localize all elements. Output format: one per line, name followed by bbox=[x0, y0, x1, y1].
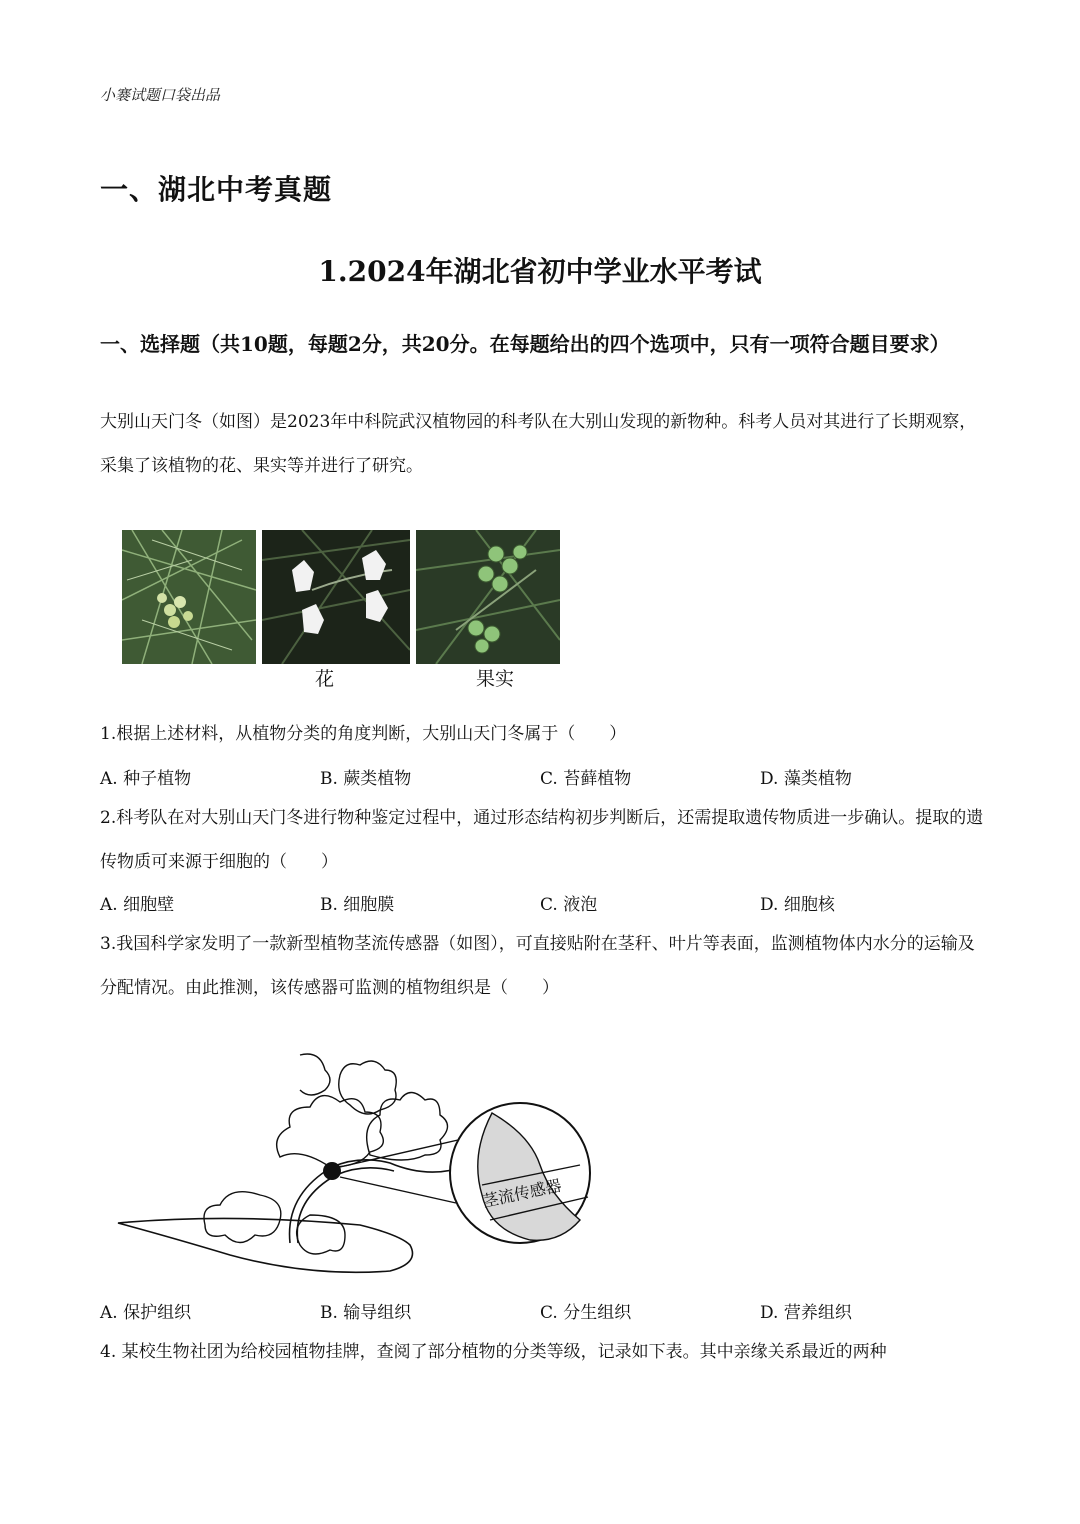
option-b[interactable]: B. 细胞膜 bbox=[320, 895, 395, 915]
option-d[interactable]: D. 藻类植物 bbox=[760, 769, 852, 789]
option-b[interactable]: B. 蕨类植物 bbox=[320, 769, 412, 789]
option-d[interactable]: D. 细胞核 bbox=[760, 895, 835, 915]
option-c[interactable]: C. 分生组织 bbox=[540, 1303, 632, 1323]
question-1-stem: 1.根据上述材料，从植物分类的角度判断，大别山天门冬属于（ ） bbox=[100, 724, 627, 744]
plant-photos bbox=[122, 530, 560, 664]
option-a[interactable]: A. 保护组织 bbox=[100, 1303, 192, 1323]
option-b[interactable]: B. 输导组织 bbox=[320, 1303, 412, 1323]
option-a[interactable]: A. 细胞壁 bbox=[100, 895, 175, 915]
exam-title: 1.2024年湖北省初中学业水平考试 bbox=[318, 255, 762, 288]
sensor-diagram bbox=[110, 1045, 630, 1280]
flower-label: 花 bbox=[315, 668, 335, 690]
plant-photo-fruit bbox=[416, 530, 560, 664]
plant-photo-whole bbox=[122, 530, 256, 664]
section-title: 一、湖北中考真题 bbox=[100, 173, 333, 206]
option-a[interactable]: A. 种子植物 bbox=[100, 769, 192, 789]
intro-paragraph: 大别山天门冬（如图）是2023年中科院武汉植物园的科考队在大别山发现的新物种。科考人员对其进行了长期观察，采集了该植物的花、果实等并进行了研究。 bbox=[100, 412, 977, 476]
part-heading: 一、选择题（共10题，每题2分，共20分。在每题给出的四个选项中，只有一项符合题目要求） bbox=[100, 332, 950, 356]
question-3-stem: 3.我国科学家发明了一款新型植物茎流传感器（如图），可直接贴附在茎秆、叶片等表面，监测植物体内水分的运输及分配情况。由此推测，该传感器可监测的植物组织是（ ） bbox=[100, 934, 975, 998]
option-c[interactable]: C. 苔藓植物 bbox=[540, 769, 632, 789]
fruit-label: 果实 bbox=[476, 668, 515, 690]
sensor-label: 茎流传感器 bbox=[480, 1175, 564, 1211]
question-4-stem: 4. 某校生物社团为给校园植物挂牌，查阅了部分植物的分类等级，记录如下表。其中亲缘关系最近的两种 bbox=[100, 1342, 887, 1362]
plant-photo-flower bbox=[262, 530, 410, 664]
question-1-options bbox=[100, 764, 980, 789]
question-2-stem: 2.科考队在对大别山天门冬进行物种鉴定过程中，通过形态结构初步判断后，还需提取遗传物质进一步确认。提取的遗传物质可来源于细胞的（ ） bbox=[100, 808, 984, 872]
question-3-options bbox=[100, 1298, 980, 1323]
option-c[interactable]: C. 液泡 bbox=[540, 895, 598, 915]
header-note: 小褰试题口袋出品 bbox=[100, 86, 221, 104]
question-2-options bbox=[100, 890, 980, 915]
option-d[interactable]: D. 营养组织 bbox=[760, 1303, 852, 1323]
